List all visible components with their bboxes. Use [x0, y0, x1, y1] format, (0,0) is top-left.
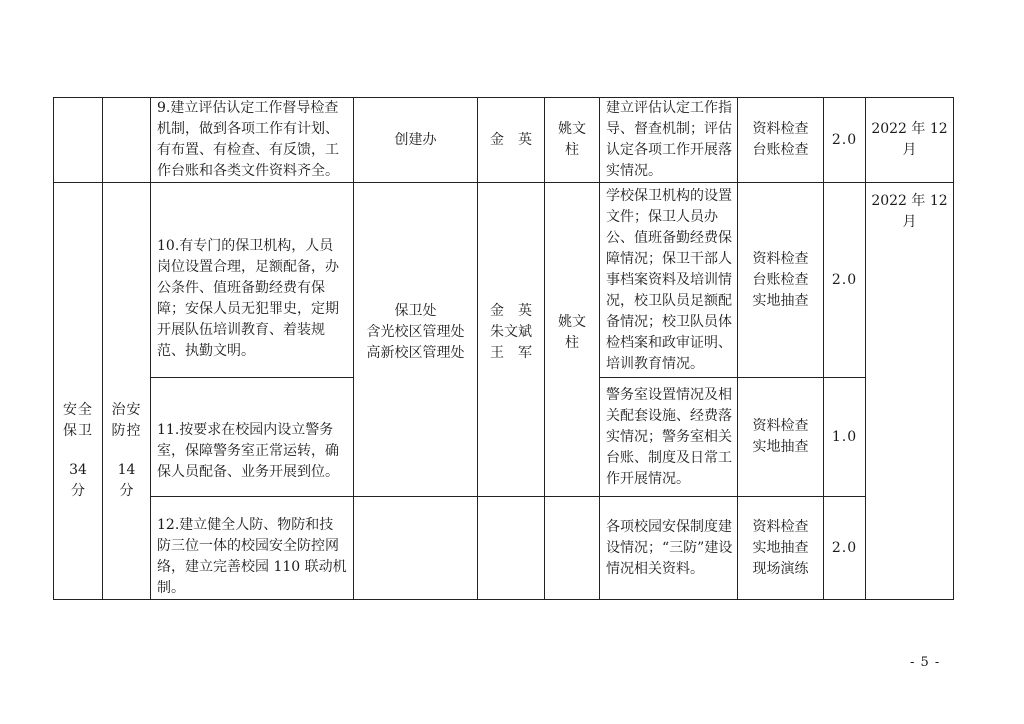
detail-text: 学校保卫机构的设置文件；保卫人员办公、值班备勤经费保障情况；保卫干部人事档案资料及培训情况，校卫队员足额配备情况；校卫队员体检档案和政审证明、培训教育情况。 — [606, 187, 732, 372]
requirement-cell — [151, 98, 354, 183]
deadline-text: 2022 年 12 月 — [871, 121, 948, 158]
dept-cell — [354, 98, 478, 183]
score-text: 1.0 — [831, 428, 858, 445]
leader-cell — [478, 98, 545, 183]
method-text: 资料检查台账检查实地抽查 — [752, 250, 809, 309]
leader-cell-empty — [478, 497, 545, 600]
dept-cell — [354, 183, 478, 497]
detail-text: 建立评估认定工作指导、督查机制；评估认定各项工作开展落实情况。 — [606, 100, 732, 179]
supervisor-cell-empty — [545, 497, 600, 600]
requirement-text: 11.按要求在校园内设立警务室，保障警务室正常运转，确保人员配备、业务开展到位。 — [157, 421, 339, 480]
detail-text: 警务室设置情况及相关配套设施、经费落实情况；警务室相关台账、制度及日常工作开展情况。 — [606, 386, 732, 487]
subcategory-cell — [103, 183, 151, 600]
method-text: 资料检查台账检查 — [752, 121, 809, 158]
detail-cell — [600, 378, 738, 497]
dept-text: 创建办 — [394, 131, 437, 148]
dept-cell-empty — [354, 497, 478, 600]
score-cell — [824, 183, 866, 378]
category-label: 安全保卫 — [63, 402, 93, 439]
method-cell — [738, 183, 824, 378]
table-row — [54, 497, 954, 600]
requirement-text: 12.建立健全人防、物防和技防三位一体的校园安全防控网络，建立完善校园 110 联动机制。 — [157, 517, 347, 596]
supervisor-cell — [545, 98, 600, 183]
page-number: - 5 - — [910, 655, 941, 670]
category-cell — [54, 183, 103, 600]
method-text: 资料检查实地抽查现场演练 — [752, 518, 809, 577]
subcategory-label: 治安防控 — [111, 402, 142, 439]
detail-cell — [600, 497, 738, 600]
score-cell — [824, 378, 866, 497]
supervisor-cell — [545, 183, 600, 497]
category-cell-empty — [54, 98, 103, 183]
detail-cell — [600, 98, 738, 183]
supervisor-text: 姚文柱 — [558, 313, 586, 351]
supervisor-text: 姚文柱 — [558, 121, 586, 158]
subcategory-cell-empty — [103, 98, 151, 183]
requirement-cell — [151, 497, 354, 600]
dept-line: 保卫处 — [394, 303, 437, 319]
leader-line: 金 英 — [490, 303, 532, 319]
score-cell — [824, 497, 866, 600]
requirement-cell — [151, 183, 354, 378]
dept-line: 高新校区管理处 — [366, 345, 465, 361]
requirement-text: 10.有专门的保卫机构，人员岗位设置合理，足额配备，办公条件、值班备勤经费有保障；安保人员无犯罪史，定期开展队伍培训教育、着装规范、执勤文明。 — [157, 238, 339, 359]
requirement-cell — [151, 378, 354, 497]
leader-line: 王 军 — [490, 345, 532, 361]
detail-text: 各项校园安保制度建设情况；“三防”建设情况相关资料。 — [606, 518, 733, 577]
method-cell — [738, 497, 824, 600]
subcategory-score: 14 分 — [117, 462, 136, 499]
method-text: 资料检查实地抽查 — [752, 418, 809, 455]
leader-line: 朱文斌 — [490, 324, 532, 340]
score-cell — [824, 98, 866, 183]
evaluation-table — [53, 97, 954, 600]
deadline-cell — [866, 98, 954, 183]
deadline-text: 2022 年 12 月 — [871, 193, 948, 230]
requirement-text: 9.建立评估认定工作督导检查机制，做到各项工作有计划、有布置、有检查、有反馈，工作台账和各类文件资料齐全。 — [157, 100, 339, 179]
dept-line: 含光校区管理处 — [366, 324, 465, 340]
method-cell — [738, 378, 824, 497]
score-text: 2.0 — [831, 271, 858, 288]
leader-cell — [478, 183, 545, 497]
leader-text: 金 英 — [490, 131, 532, 148]
table-row — [54, 98, 954, 183]
deadline-cell — [866, 183, 954, 600]
method-cell — [738, 98, 824, 183]
table-row — [54, 183, 954, 378]
score-text: 2.0 — [831, 539, 858, 556]
score-text: 2.0 — [831, 131, 858, 148]
category-score: 34 分 — [69, 462, 87, 499]
detail-cell — [600, 183, 738, 378]
